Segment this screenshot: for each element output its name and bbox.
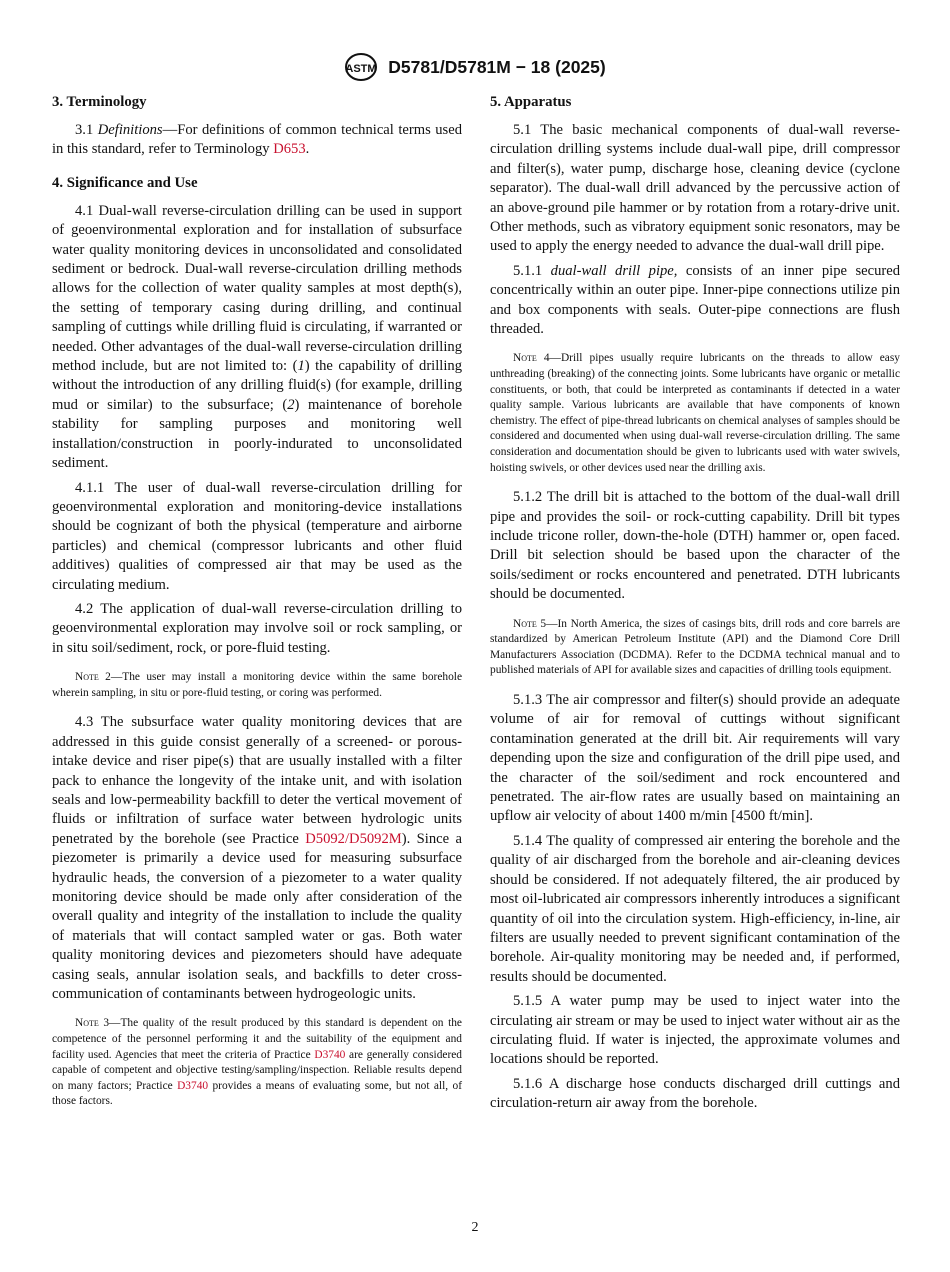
text-run: consists of an inner pipe secured concentrically within an outer pipe. Inner-pipe connections utilize pin and box components with seals. Outer-pipe connections are flush threaded. [490,262,901,338]
body-paragraph [52,713,462,1004]
text-run: 2—The user may install a monitoring device within the same borehole wherein sampling, in situ or pore-fluid testing, or coring was performed. [52,671,462,699]
body-paragraph [490,992,900,1070]
body-paragraph [490,1075,900,1114]
section-heading [52,173,462,193]
text-run: 5.1.5 A water pump may be used to inject water into the circulating air stream or may be used to inject water without air as the circulating fluid. If water is injected, the approximate volumes and locations should be reported. [490,993,900,1068]
text-run: 3.1 [75,122,98,138]
text-run: 4. Significance and Use [52,174,198,191]
text-run: —For definitions of common technical terms used in this standard, refer to Terminology [52,122,463,158]
italic-text: Definitions [97,122,163,138]
text-run: 4—Drill pipes usually require lubricants on the threads to allow easy unthreading (breaking) of the connecting joints. Some lubricants have organic or metallic constituents, or both, that could be interpreted as contaminants if detected in a water quality sample. Various lubricants are available that have components of known chemistry. The effect of pipe-thread lubricants on chemical analyses of samples should be considered and documented when using dual-wall reverse-circulation drilling. The same consideration and documentation should be given to lubricants used with water swivels, hoisting swivels, or other devices used near the drilling axis. [490,352,900,474]
page-header [0,52,950,82]
body-paragraph [52,121,462,160]
text-run: 5.1 The basic mechanical components of dual-wall reverse-circulation drilling systems include dual-wall pipe, drill compressor and filter(s), water pump, discharge hose, cleaning device (cyclone separator). The dual-wall drill advanced by the percussive action of an above-ground pile hammer or by rotation from a rotary-drive unit. Other methods, such as vibratory equipment sonic resonators, may be used to apply the energy needed to advance the dual-wall drill pipe. [490,122,900,255]
text-run: . [305,141,310,158]
text-run: provides a means of evaluating some, but not all, of those factors. [52,1079,462,1108]
right-column [490,92,900,1119]
note-label: Note [75,1017,99,1030]
left-column [52,92,462,1122]
page-number: 2 [471,1220,479,1235]
text-run: 4.3 The subsurface water quality monitoring devices that are addressed in this guide consist generally of a screened- or porous-intake device and riser pipe(s) that are usually installed with a filter pack to enhance the longevity of the intake unit, and with isolation seals and low-permeability backfill to deter the vertical movement of fluids or infiltration of surface water between hydrologic units penetrated by the borehole (see Practice [52,714,462,847]
note-paragraph [490,351,900,476]
reference-link[interactable]: D3740 [177,1079,209,1092]
text-run: 5.1.1 [513,262,551,279]
body-paragraph [490,832,900,987]
svg-text:ASTM: ASTM [345,63,377,75]
note-paragraph [52,1016,462,1110]
note-paragraph [490,617,900,679]
text-run: 3—The quality of the result produced by this standard is dependent on the competence of the personnel performing it and the suitability of the equipment and facility used. Agencies that meet the criteria of Practice [52,1017,462,1061]
astm-logo-icon [344,52,378,82]
text-run: 4.1 Dual-wall reverse-circulation drilling can be used in support of geoenvironmental exploration and for installation of subsurface water quality monitoring devices in unconsolidated and consolidated sediment or bedrock. Dual-wall reverse-circulation drilling methods allows for the collection of water quality samples at most depth(s), the setting of temporary casing during drilling, and continual sampling of cuttings while drilling fluid is circulating, if warranted or needed. Other advantages of the dual-wall reverse-circulation drilling method include, but are not limited to: ( [52,202,462,375]
reference-link[interactable]: D3740 [314,1048,346,1061]
text-run: ) maintenance of borehole stability for sampling purposes and monitoring well installation/construction in poorly-indurated to unconsolidated sediment. [52,396,462,472]
body-paragraph [52,479,462,595]
body-paragraph [52,600,462,658]
text-run: 5—In North America, the sizes of casings bits, drill rods and core barrels are standardized by American Petroleum Institute (API) and the Diamond Core Drill Manufacturers Association (DCDMA). Refer to the DCDMA technical manual and to published materials of API for available sizes and capacities of drilling tools equipment. [490,617,900,677]
italic-text: 2 [287,396,295,413]
text-run: 5.1.2 The drill bit is attached to the bottom of the dual-wall drill pipe and provides the soil- or rock-cutting capability. Drill bit types include tricone roller, down-the-hole (DTH) hammer or, open faced. Drill bit selection should be based upon the character of the soils/sediment or rocks encountered and penetrated. DTH lubricants should be documented. [490,489,900,603]
text-run: 4.1.1 The user of dual-wall reverse-circulation drilling for geoenvironmental exploration and monitoring-device installations should be cognizant of both the physical (temperature and airborne particles) and chemical (compressor lubricants and other fluid additives) qualities of compressed air that may be used as the circulating medium. [52,479,462,593]
section-heading [52,92,462,112]
text-run: are generally considered capable of competent and objective testing/sampling/inspection. Reliable results depend on many factors; Practice [52,1048,462,1092]
text-run: 5.1.4 The quality of compressed air entering the borehole and the quality of air discharged from the borehole and air-cleaning devices should be considered. If not adequately filtered, the air produced by most oil-lubricated air compressors inherently introduces a significant quantity of oil into the circulation system. High-efficiency, in-line, air filters are usually needed to prevent significant contamination of the borehole. Air-quality monitoring may be needed and, if performed, results should be documented. [490,832,900,985]
text-run: ) the capability of drilling without the introduction of any drilling fluid(s) (for example, drilling mud or similar) to the subsurface; ( [52,358,462,413]
text-run: 5.1.3 The air compressor and filter(s) should provide an adequate volume of air for removal of cuttings without significant contamination generated at the drill bit. Air requirements will vary depending upon the size and configuration of the drill pipe used, and the character of the soil/sediment and rock encountered and penetrated. The air-flow rates are usually based on maintaining an upflow air velocity of about 1400 m/min [4500 ft/min]. [490,692,900,825]
document-designation: D5781/D5781M − 18 (2025) [388,56,606,77]
text-run: 5.1.6 A discharge hose conducts discharged drill cuttings and circulation-return air away from the borehole. [490,1075,900,1112]
body-paragraph [490,121,900,257]
italic-text: dual-wall drill pipe, [550,262,678,279]
body-paragraph [490,488,900,604]
text-run: 5. Apparatus [490,94,572,110]
italic-text: 1 [297,358,305,375]
text-run: ). Since a piezometer is primarily a device used for measuring subsurface hydraulic heads, the conversion of a piezometer to a water quality monitoring device should be made only after consideration of the overall quality and integrity of the installation to include the quality of materials that will contact sampled water or gas. Both water quality monitoring devices and piezometers should have adequate casing seals, annular isolation seals, and backfills to deter cross-communication of contaminants between hydrogeologic units. [52,830,462,1003]
note-label: Note [513,617,537,630]
note-paragraph [52,670,462,701]
note-label: Note [513,352,537,365]
text-run: 4.2 The application of dual-wall reverse-circulation drilling to geoenvironmental exploration may involve soil or rock sampling, or in situ soil/sediment, rock, or pore-fluid testing. [52,600,462,656]
text-run: 3. Terminology [52,94,147,110]
body-paragraph [52,202,462,474]
note-label: Note [75,671,99,684]
section-heading [490,92,900,112]
body-paragraph [490,262,900,340]
reference-link[interactable]: D5092/D5092M [305,830,402,847]
reference-link[interactable]: D653 [273,141,306,158]
body-paragraph [490,691,900,827]
